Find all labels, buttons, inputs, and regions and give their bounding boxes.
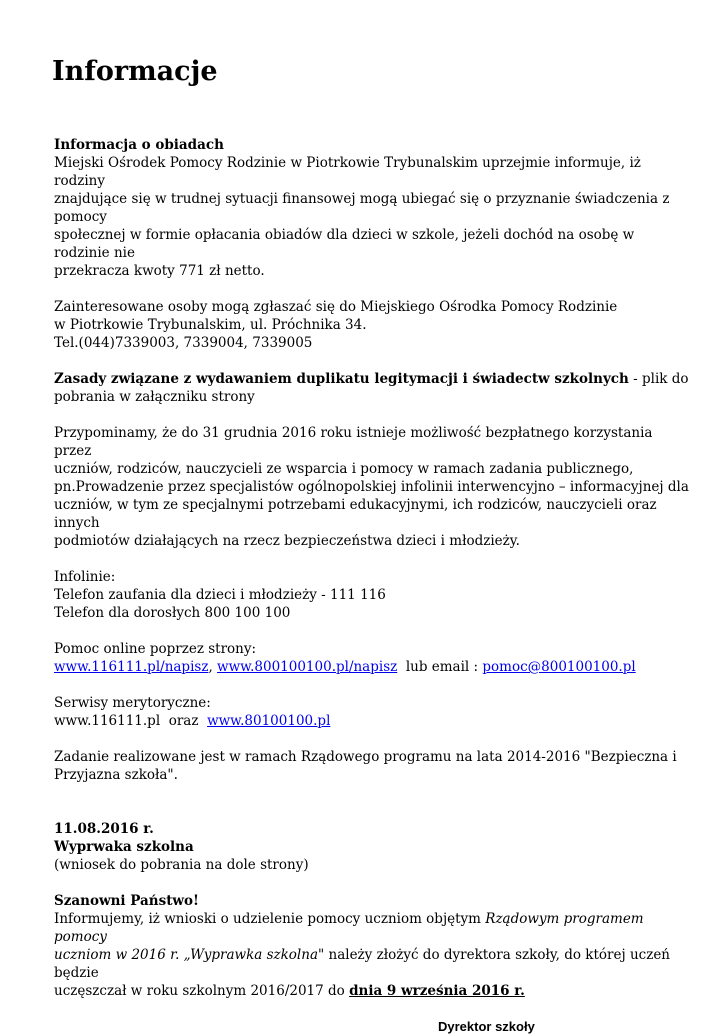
obiady-line: Miejski Ośrodek Pomocy Rodzinie w Piotrkowie Trybunalskim uprzejmie informuje, iż rodziny (54, 155, 641, 189)
contact-line: Tel.(044)7339003, 7339004, 7339005 (54, 335, 313, 351)
wyprawka-heading: Wyprwaka szkolna (54, 839, 194, 855)
phone-youth: Telefon zaufania dla dzieci i młodzieży - 111 116 (54, 587, 386, 603)
wyprawka-line (54, 910, 694, 946)
signature: Dyrektor szkoły (438, 1019, 535, 1034)
obiady-line: przekracza kwoty 771 zł netto. (54, 263, 265, 279)
program-name: uczniom w 2016 r. „Wyprawka szkolna" (54, 947, 325, 963)
obiady-line: społecznej w formie opłacania obiadów dla dzieci w szkole, jeżeli dochód na osobę w rodzinie nie (54, 227, 635, 261)
link-separator: , (208, 659, 218, 675)
content (54, 136, 694, 1036)
infolinia-line: uczniów, rodziców, nauczycieli ze wsparcia i pomocy w ramach zadania publicznego, (54, 461, 634, 477)
email-label: lub email : (397, 659, 483, 675)
page-title: Informacje (52, 56, 218, 87)
duplikat-line: pobrania w załączniku strony (54, 389, 255, 405)
contact-line: w Piotrkowie Trybunalskim, ul. Próchnika 34. (54, 317, 367, 333)
link-116111-napisz[interactable]: www.116111.pl/napisz (54, 659, 209, 675)
service-116111: www.116111.pl oraz (54, 713, 208, 729)
link-80100100[interactable]: www.80100100.pl (207, 713, 331, 729)
obiady-heading: Informacja o obiadach (54, 137, 224, 153)
infolinia-line: Przypominamy, że do 31 grudnia 2016 roku istnieje możliwość bezpłatnego korzystania przez (54, 425, 653, 459)
duplikat-rest: - plik do (628, 371, 689, 387)
wyprawka-text: należy złożyć do dyrektora szkoły, do której uczeń będzie (54, 947, 671, 981)
contact-line: Zainteresowane osoby mogą zgłaszać się do Miejskiego Ośrodka Pomocy Rodzinie (54, 299, 618, 315)
services-label: Serwisy merytoryczne: (54, 695, 211, 711)
program-line: Przyjazna szkoła". (54, 767, 178, 783)
infolinia-line: uczniów, w tym ze specjalnymi potrzebami edukacyjnymi, ich rodziców, nauczycieli oraz innych (54, 497, 657, 531)
wyprawka-date: 11.08.2016 r. (54, 821, 154, 837)
phone-adults: Telefon dla dorosłych 800 100 100 (54, 605, 291, 621)
phones-label: Infolinie: (54, 569, 116, 585)
duplikat-paragraph (54, 370, 694, 388)
wyprawka-greeting: Szanowni Państwo! (54, 893, 199, 909)
wyprawka-line (54, 946, 694, 982)
services-line (54, 712, 694, 730)
infolinia-line: podmiotów działających na rzecz bezpieczeństwa dzieci i młodzieży. (54, 533, 520, 549)
program-name: Rządowym programem pomocy (54, 911, 644, 945)
deadline: dnia 9 września 2016 r. (349, 983, 525, 999)
duplikat-heading: Zasady związane z wydawaniem duplikatu legitymacji i świadectw szkolnych (54, 371, 629, 387)
online-label: Pomoc online poprzez strony: (54, 641, 257, 657)
wyprawka-text: Informujemy, iż wnioski o udzielenie pomocy uczniom objętym (54, 911, 486, 927)
obiady-line: znajdujące się w trudnej sytuacji finansowej mogą ubiegać się o przyznanie świadczenia z pomocy (54, 191, 670, 225)
online-links (54, 658, 694, 676)
wyprawka-text: uczęszczał w roku szkolnym 2016/2017 do (54, 983, 350, 999)
program-line: Zadanie realizowane jest w ramach Rządowego programu na lata 2014-2016 "Bezpieczna i (54, 749, 677, 765)
wyprawka-line (54, 982, 694, 1000)
infolinia-line: pn.Prowadzenie przez specjalistów ogólnopolskiej infolinii interwencyjno – informacyjnej dla (54, 479, 689, 495)
wyprawka-note: (wniosek do pobrania na dole strony) (54, 857, 309, 873)
email-link[interactable]: pomoc@800100100.pl (482, 659, 636, 675)
link-800100100-napisz[interactable]: www.800100100.pl/napisz (217, 659, 398, 675)
